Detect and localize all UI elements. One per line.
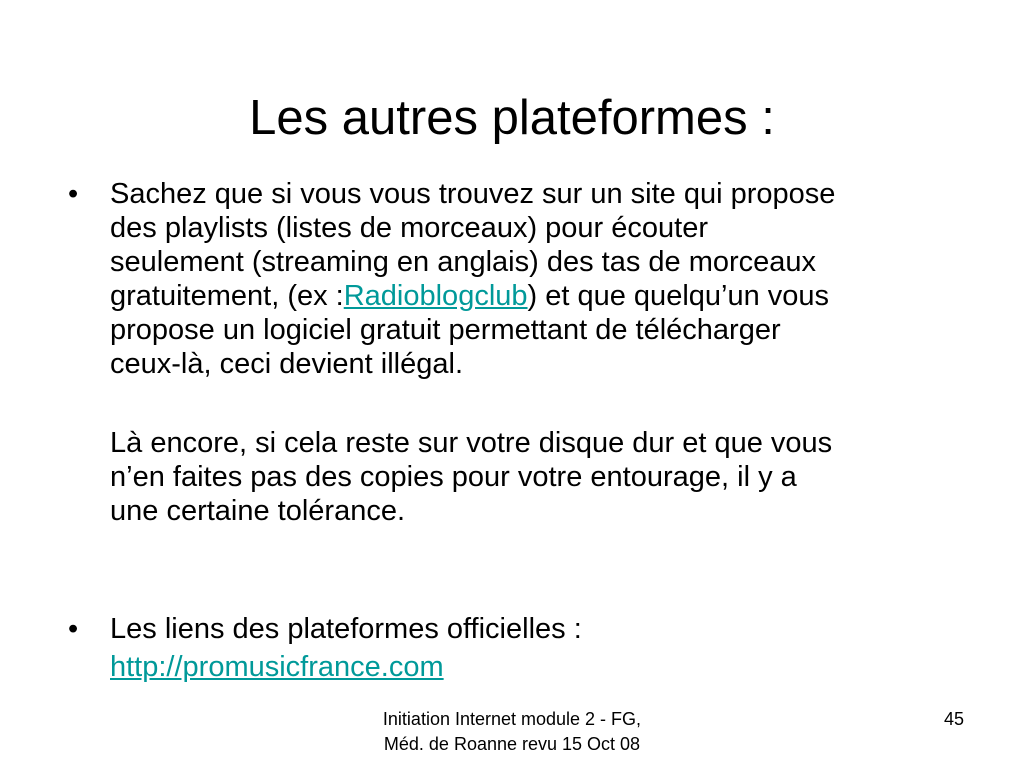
slide-title: Les autres plateformes : xyxy=(249,91,775,145)
page-number: 45 xyxy=(943,709,964,729)
text-line: seulement (streaming en anglais) des tas de morceaux xyxy=(110,246,817,278)
bullet-official-links xyxy=(68,612,990,684)
footer-line: Initiation Internet module 2 - FG, xyxy=(382,709,642,729)
text-line: n’en faites pas des copies pour votre entourage, il y a xyxy=(110,461,797,493)
footer-line: Méd. de Roanne revu 15 Oct 08 xyxy=(383,734,641,754)
slide-footer xyxy=(300,707,724,757)
text-line: ceux-là, ceci devient illégal. xyxy=(110,348,464,380)
bullet-dot: • xyxy=(68,613,79,645)
paragraph-tolerance xyxy=(110,426,990,528)
text-line: des playlists (listes de morceaux) pour écouter xyxy=(110,212,708,244)
text-line: Sachez que si vous vous trouvez sur un site qui propose xyxy=(110,178,836,210)
bullet-dot: • xyxy=(68,178,79,210)
text-line: propose un logiciel gratuit permettant de télécharger xyxy=(110,314,781,346)
text-fragment: gratuitement, (ex : xyxy=(110,280,344,312)
radioblogclub-link[interactable]: Radioblogclub xyxy=(343,280,528,312)
text-line-with-link xyxy=(110,279,990,313)
bullet-streaming xyxy=(68,177,990,381)
text-line: Les liens des plateformes officielles : xyxy=(110,613,582,645)
promusicfrance-link[interactable]: http://promusicfrance.com xyxy=(110,651,444,683)
text-line: une certaine tolérance. xyxy=(110,495,406,527)
text-fragment: ) et que quelqu’un vous xyxy=(527,280,830,312)
text-line: Là encore, si cela reste sur votre disque dur et que vous xyxy=(110,427,833,459)
